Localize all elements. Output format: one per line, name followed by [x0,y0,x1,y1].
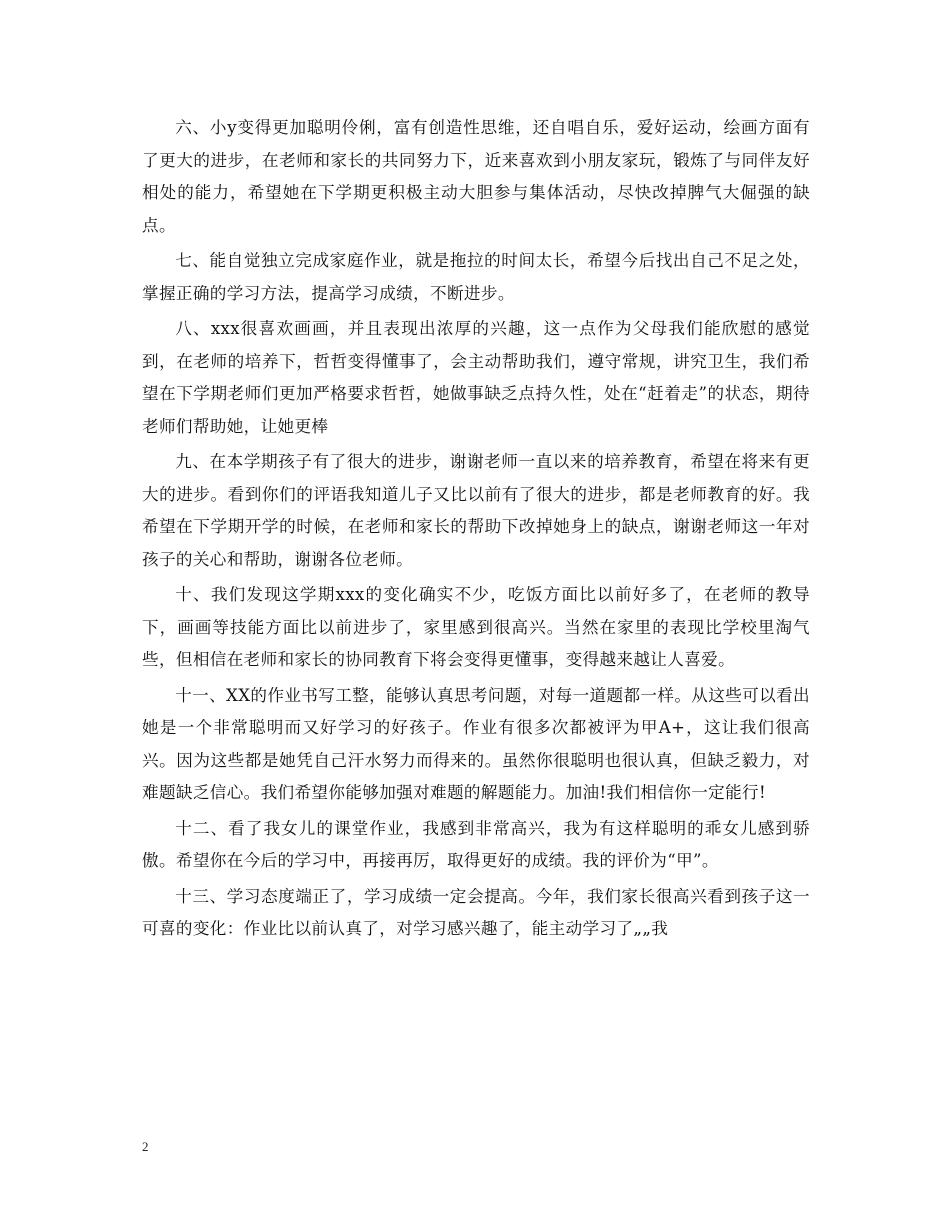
page-number: 2 [142,1139,149,1154]
paragraph-10: 十、我们发现这学期xxx的变化确实不少，吃饭方面比以前好多了，在老师的教导下，画画等技能方面比以前进步了，家里感到很高兴。当然在家里的表现比学校里淘气些，但相信在老师和家长的协同教育下将会变得更懂事，变得越来越让人喜爱。 [142,585,810,669]
paragraph-6: 六、小y变得更加聪明伶俐，富有创造性思维，还自唱自乐，爱好运动，绘画方面有了更大的进步，在老师和家长的共同努力下，近来喜欢到小朋友家玩，锻炼了与同伴友好相处的能力，希望她在下学期更积极主动大胆参与集体活动，尽快改掉脾气大倔强的缺点。 [142,118,810,235]
document-body [142,112,810,949]
paragraph-11: 十一、XX的作业书写工整，能够认真思考问题，对每一道题都一样。从这些可以看出她是一个非常聪明而又好学习的好孩子。作业有很多次都被评为甲A+，这让我们很高兴。因为这些都是她凭自己汗水努力而得来的。虽然你很聪明也很认真，但缺乏毅力，对难题缺乏信心。我们希望你能够加强对难题的解题能力。加油!我们相信你一定能行! [142,685,810,802]
paragraph-9: 九、在本学期孩子有了很大的进步，谢谢老师一直以来的培养教育，希望在将来有更大的进步。看到你们的评语我知道儿子又比以前有了很大的进步，都是老师教育的好。我希望在下学期开学的时候，在老师和家长的帮助下改掉她身上的缺点，谢谢老师这一年对孩子的关心和帮助，谢谢各位老师。 [142,452,810,569]
paragraph-8: 八、xxx很喜欢画画，并且表现出浓厚的兴趣，这一点作为父母我们能欣慰的感觉到，在老师的培养下，哲哲变得懂事了，会主动帮助我们，遵守常规，讲究卫生，我们希望在下学期老师们更加严格要求哲哲，她做事缺乏点持久性，处在“赶着走”的状态，期待老师们帮助她，让她更棒 [142,319,810,436]
paragraph-12: 十二、看了我女儿的课堂作业，我感到非常高兴，我为有这样聪明的乖女儿感到骄傲。希望你在今后的学习中，再接再厉，取得更好的成绩。我的评价为“甲”。 [142,818,810,870]
paragraph-7: 七、能自觉独立完成家庭作业，就是拖拉的时间太长，希望今后找出自己不足之处，掌握正确的学习方法，提高学习成绩，不断进步。 [142,251,810,303]
paragraph-13: 十三、学习态度端正了，学习成绩一定会提高。今年，我们家长很高兴看到孩子这一可喜的变化：作业比以前认真了，对学习感兴趣了，能主动学习了„„我 [142,886,810,938]
